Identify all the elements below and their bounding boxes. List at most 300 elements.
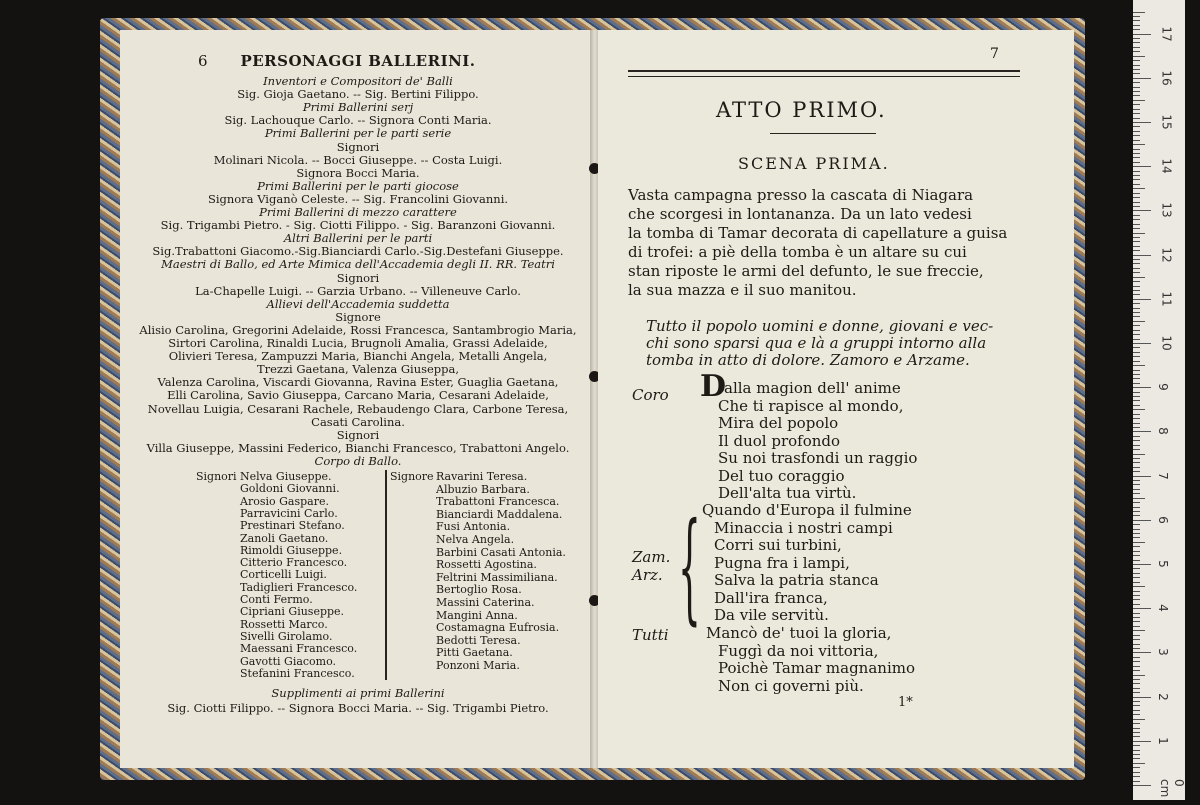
- dancer-name: Rossetti Marco.: [240, 617, 328, 631]
- cast-line: Sig. Gioja Gaetano. -- Sig. Bertini Filippo.: [237, 87, 479, 102]
- ruler-tick: [1133, 591, 1140, 592]
- ruler-tick: [1133, 387, 1151, 388]
- ruler-tick: [1133, 272, 1140, 273]
- ruler-tick: [1133, 537, 1140, 538]
- ruler-tick: [1133, 361, 1140, 362]
- ruler-tick: [1133, 471, 1140, 472]
- verse-line: Su noi trasfondi un raggio: [718, 449, 918, 467]
- page-title: PERSONAGGI BALLERINI.: [240, 52, 476, 70]
- ruler-tick: [1133, 568, 1140, 569]
- ruler-tick: [1133, 325, 1140, 326]
- ruler-tick: [1133, 175, 1140, 176]
- ruler-tick: [1133, 617, 1140, 618]
- ruler-tick: [1133, 577, 1140, 578]
- cast-line: Elli Carolina, Savio Giuseppa, Carcano Maria, Cesarani Adelaide,: [167, 388, 549, 403]
- cast-line: Sig.Trabattoni Giacomo.-Sig.Bianciardi Carlo.-Sig.Destefani Giuseppe.: [152, 244, 564, 259]
- ruler-tick: [1133, 255, 1151, 256]
- ruler-tick: [1133, 741, 1151, 742]
- ruler-tick: [1133, 688, 1140, 689]
- dancer-name: Conti Fermo.: [240, 593, 313, 606]
- ruler-tick: [1133, 82, 1140, 83]
- ruler-tick: [1133, 303, 1140, 304]
- ruler-tick: [1133, 418, 1140, 419]
- ruler-tick: [1133, 400, 1140, 401]
- act-title: ATTO PRIMO.: [716, 98, 887, 122]
- verse-line: Da vile servitù.: [714, 606, 829, 624]
- ruler-tick: [1133, 621, 1140, 622]
- ruler-tick: [1133, 533, 1140, 534]
- ruler-tick: [1133, 299, 1151, 300]
- verse-line: Dall'ira franca,: [714, 588, 828, 607]
- ruler-tick: [1133, 171, 1140, 172]
- ruler-tick: [1133, 582, 1140, 583]
- ruler-tick: [1133, 65, 1140, 66]
- ruler-tick: [1133, 20, 1140, 21]
- ruler-tick: [1133, 87, 1140, 88]
- cast-line: Casati Carolina.: [311, 414, 405, 429]
- ruler-tick: [1133, 498, 1145, 499]
- description-line: Vasta campagna presso la cascata di Niagara: [628, 186, 974, 204]
- top-rule: [628, 76, 1020, 77]
- ruler-tick: [1133, 502, 1140, 503]
- dancer-name: Feltrini Massimiliana.: [436, 570, 558, 584]
- ruler-tick: [1133, 339, 1140, 340]
- cast-line: Signori: [336, 270, 380, 285]
- ruler-tick: [1133, 648, 1140, 649]
- ruler-tick: [1133, 250, 1140, 251]
- ruler-tick: [1133, 109, 1140, 110]
- dancer-name: Prestinari Stefano.: [240, 519, 345, 533]
- dancer-name: Zanoli Gaetano.: [240, 531, 329, 545]
- ruler-label: 9: [1155, 383, 1170, 392]
- ruler-tick: [1133, 710, 1140, 711]
- verse-line: Fuggì da noi vittoria,: [718, 641, 879, 660]
- verse-line: Salva la patria stanca: [714, 571, 879, 589]
- ruler-tick: [1133, 356, 1140, 357]
- ruler-tick: [1133, 776, 1140, 777]
- cast-line: Allievi dell'Accademia suddetta: [266, 296, 450, 311]
- ruler-tick: [1133, 206, 1140, 207]
- ruler-tick: [1133, 458, 1140, 459]
- ruler-tick: [1133, 144, 1145, 145]
- corpo-left-header: Signori: [196, 470, 237, 483]
- cast-line: Altri Ballerini per le parti: [283, 231, 433, 246]
- ruler-tick: [1133, 113, 1140, 114]
- dancer-name: Maessani Francesco.: [240, 642, 358, 656]
- measuring-ruler: [1133, 0, 1185, 800]
- ruler-tick: [1133, 431, 1151, 432]
- dancer-name: Ponzoni Maria.: [436, 659, 520, 672]
- ruler-tick: [1133, 409, 1145, 410]
- ruler-tick: [1133, 719, 1145, 720]
- ruler-tick: [1133, 131, 1140, 132]
- description-line: di trofei: a piè della tomba è un altare su cui: [628, 243, 967, 261]
- description-line: che scorgesi in lontananza. Da un lato vedesi: [628, 205, 972, 223]
- ruler-tick: [1133, 635, 1140, 636]
- cast-line: Primi Ballerini serj: [302, 100, 414, 115]
- ruler-label: 11: [1159, 291, 1174, 307]
- cast-line: Sirtori Carolina, Rinaldi Lucia, Brugnoli Amalia, Grassi Adelaide,: [168, 336, 548, 350]
- ruler-tick: [1133, 246, 1140, 247]
- dancer-name: Sivelli Girolamo.: [240, 629, 333, 643]
- dancer-name: Rossetti Agostina.: [436, 558, 537, 572]
- ruler-tick: [1133, 683, 1140, 684]
- ruler-tick: [1133, 104, 1140, 105]
- ruler-tick: [1133, 12, 1145, 13]
- ruler-tick: [1133, 666, 1140, 667]
- supplementi-names: Sig. Ciotti Filippo. -- Signora Bocci Maria. -- Sig. Trigambi Pietro.: [167, 701, 549, 715]
- ruler-tick: [1133, 228, 1140, 229]
- dancer-name: Tadiglieri Francesco.: [240, 580, 358, 594]
- ruler-tick: [1133, 697, 1151, 698]
- ruler-tick: [1133, 405, 1140, 406]
- ruler-label: 2: [1155, 692, 1170, 701]
- cast-line: Signore: [335, 309, 381, 324]
- ruler-tick: [1133, 153, 1140, 154]
- ruler-tick: [1133, 507, 1140, 508]
- ruler-tick: [1133, 149, 1140, 150]
- ruler-label: 16: [1159, 70, 1174, 86]
- ruler-tick: [1133, 639, 1140, 640]
- verse-line: Pugna fra i lampi,: [714, 553, 850, 572]
- ruler-tick: [1133, 529, 1140, 530]
- ruler-tick: [1133, 334, 1140, 335]
- cast-line: Olivieri Teresa, Zampuzzi Maria, Bianchi Angela, Metalli Angela,: [168, 349, 548, 364]
- cast-line: Molinari Nicola. -- Bocci Giuseppe. -- Costa Luigi.: [213, 152, 503, 167]
- ruler-tick: [1133, 745, 1140, 746]
- ruler-tick: [1133, 312, 1140, 313]
- ruler-tick: [1133, 259, 1140, 260]
- ruler-tick: [1133, 705, 1140, 706]
- ruler-tick: [1133, 524, 1140, 525]
- speaker-arz: Arz.: [632, 566, 663, 584]
- ruler-tick: [1133, 294, 1140, 295]
- cast-line: Valenza Carolina, Viscardi Giovanna, Ravina Ester, Guaglia Gaetana,: [157, 375, 559, 390]
- ruler-tick: [1133, 515, 1140, 516]
- supplementi-title: Supplimenti ai primi Ballerini: [271, 686, 445, 700]
- ruler-tick: [1133, 781, 1140, 782]
- ruler-label: 14: [1159, 158, 1174, 174]
- ruler-tick: [1133, 316, 1140, 317]
- ruler-tick: [1133, 91, 1140, 92]
- ruler-tick: [1133, 42, 1140, 43]
- cast-line: Primi Ballerini per le parti serie: [264, 126, 452, 141]
- ruler-tick: [1133, 480, 1140, 481]
- dancer-name: Albuzio Barbara.: [436, 482, 530, 496]
- ruler-tick: [1133, 78, 1151, 79]
- ruler-tick: [1133, 392, 1140, 393]
- ruler-tick: [1133, 193, 1140, 194]
- ruler-label: 10: [1159, 335, 1174, 351]
- cast-line: Trezzi Gaetana, Valenza Giuseppa,: [256, 362, 460, 377]
- stage-direction-line: tomba in atto di dolore. Zamoro e Arzame.: [646, 351, 970, 369]
- verse-line: alla magion dell' anime: [724, 379, 901, 397]
- ruler-label: 7: [1155, 471, 1170, 480]
- ruler-tick: [1133, 511, 1140, 512]
- dancer-name: Nelva Angela.: [436, 533, 515, 546]
- ruler-tick: [1133, 542, 1145, 543]
- dancer-name: Pitti Gaetana.: [436, 646, 513, 660]
- verse-line: Corri sui turbini,: [714, 536, 842, 554]
- ruler-tick: [1133, 436, 1140, 437]
- ruler-tick: [1133, 675, 1145, 676]
- ruler-tick: [1133, 758, 1140, 759]
- ruler-tick: [1133, 476, 1151, 477]
- ruler-tick: [1133, 736, 1140, 737]
- brace-mark: {: [678, 498, 701, 637]
- ruler-tick: [1133, 440, 1140, 441]
- signature-mark: 1*: [898, 695, 913, 710]
- ruler-tick: [1133, 564, 1151, 565]
- ruler-tick: [1133, 728, 1140, 729]
- drop-cap: D: [700, 369, 727, 404]
- dancer-name: Bianciardi Maddalena.: [436, 507, 563, 521]
- cast-line: Signora Bocci Maria.: [296, 165, 420, 180]
- ruler-label: 1: [1155, 736, 1170, 745]
- ruler-tick: [1133, 308, 1140, 309]
- ruler-tick: [1133, 493, 1140, 494]
- dancer-name: Arosio Gaspare.: [240, 494, 329, 508]
- ruler-tick: [1133, 343, 1151, 344]
- ruler-tick: [1133, 462, 1140, 463]
- ruler-tick: [1133, 723, 1140, 724]
- ruler-tick: [1133, 95, 1140, 96]
- ruler-tick: [1133, 608, 1151, 609]
- ruler-tick: [1133, 520, 1151, 521]
- ruler-tick: [1133, 626, 1140, 627]
- dancer-name: Bertoglio Rosa.: [436, 583, 522, 597]
- description-line: la sua mazza e il suo manitou.: [628, 281, 857, 299]
- ruler-tick: [1133, 613, 1140, 614]
- dancer-name: Parravicini Carlo.: [240, 506, 338, 520]
- ruler-tick: [1133, 268, 1140, 269]
- ruler-tick: [1133, 126, 1140, 127]
- right-page: [598, 30, 1074, 768]
- dancer-name: Stefanini Francesco.: [240, 666, 355, 680]
- ruler-label: 17: [1159, 25, 1174, 42]
- ruler-tick: [1133, 785, 1151, 786]
- ruler-tick: [1133, 714, 1140, 715]
- ruler-tick: [1133, 484, 1140, 485]
- ruler-tick: [1133, 732, 1140, 733]
- verse-line: Dell'alta tua virtù.: [718, 484, 857, 502]
- ruler-tick: [1133, 374, 1140, 375]
- ruler-tick: [1133, 202, 1140, 203]
- verse-line: Non ci governi più.: [718, 676, 864, 695]
- cast-line: Sig. Trigambi Pietro. - Sig. Ciotti Filippo. - Sig. Baranzoni Giovanni.: [160, 218, 556, 233]
- dancer-name: Cipriani Giuseppe.: [240, 605, 345, 619]
- ruler-tick: [1133, 604, 1140, 605]
- ruler-tick: [1133, 754, 1140, 755]
- left-page: [120, 30, 596, 768]
- ruler-tick: [1133, 286, 1140, 287]
- ruler-tick: [1133, 595, 1140, 596]
- ruler-tick: [1133, 414, 1140, 415]
- ruler-tick: [1133, 750, 1140, 751]
- ruler-tick: [1133, 210, 1151, 211]
- ruler-tick: [1133, 347, 1140, 348]
- corpo-right-header: Signore: [390, 470, 434, 483]
- ruler-tick: [1133, 263, 1140, 264]
- verse-line: Poichè Tamar magnanimo: [718, 659, 915, 677]
- cast-line: Alisio Carolina, Gregorini Adelaide, Rossi Francesca, Santambrogio Maria,: [139, 322, 577, 337]
- dancer-name: Gavotti Giacomo.: [240, 654, 337, 668]
- dancer-name: Barbini Casati Antonia.: [436, 545, 566, 559]
- ruler-tick: [1133, 29, 1140, 30]
- ruler-tick: [1133, 241, 1140, 242]
- ruler-tick: [1133, 763, 1145, 764]
- ruler-tick: [1133, 135, 1140, 136]
- verse-line: Mancò de' tuoi la gloria,: [706, 624, 892, 642]
- ruler-tick: [1133, 370, 1140, 371]
- dancer-name: Nelva Giuseppe.: [240, 470, 332, 483]
- ruler-tick: [1133, 423, 1140, 424]
- ruler-tick: [1133, 162, 1140, 163]
- ruler-tick: [1133, 179, 1140, 180]
- ruler-tick: [1133, 378, 1140, 379]
- ruler-tick: [1133, 454, 1145, 455]
- ruler-tick: [1133, 73, 1140, 74]
- verse-line: Che ti rapisce al mondo,: [718, 396, 904, 415]
- ruler-tick: [1133, 767, 1140, 768]
- ruler-tick: [1133, 396, 1140, 397]
- ruler-tick: [1133, 122, 1151, 123]
- ruler-tick: [1133, 661, 1140, 662]
- ruler-tick: [1133, 586, 1145, 587]
- ruler-tick: [1133, 184, 1140, 185]
- stage-direction-line: Tutto il popolo uomini e donne, giovani e vec-: [646, 317, 994, 335]
- cast-line: Signora Viganò Celeste. -- Sig. Francolini Giovanni.: [207, 191, 509, 206]
- ruler-tick: [1133, 449, 1140, 450]
- speaker-zam: Zam.: [632, 548, 671, 566]
- cast-line: Primi Ballerini di mezzo carattere: [259, 205, 457, 219]
- dancer-name: Costamagna Eufrosia.: [436, 621, 560, 635]
- ruler-tick: [1133, 445, 1140, 446]
- verse-line: Il duol profondo: [718, 431, 841, 450]
- ruler-tick: [1133, 237, 1140, 238]
- ruler-tick: [1133, 140, 1140, 141]
- ruler-tick: [1133, 60, 1140, 61]
- dancer-name: Mangini Anna.: [436, 608, 518, 622]
- verse-line: Del tuo coraggio: [718, 466, 845, 485]
- ruler-tick: [1133, 352, 1140, 353]
- verse-line: Mira del popolo: [718, 414, 839, 432]
- ruler-tick: [1133, 34, 1151, 35]
- ruler-tick: [1133, 100, 1145, 101]
- ruler-tick: [1133, 599, 1140, 600]
- dancer-name: Ravarini Teresa.: [436, 470, 528, 483]
- ruler-tick: [1133, 157, 1140, 158]
- dancer-name: Corticelli Luigi.: [240, 568, 327, 582]
- dancer-name: Rimoldi Giuseppe.: [240, 543, 343, 557]
- ruler-tick: [1133, 281, 1140, 282]
- description-line: la tomba di Tamar decorata di capellature a guisa: [628, 224, 1008, 242]
- ruler-tick: [1133, 330, 1140, 331]
- speaker-tutti: Tutti: [632, 626, 669, 644]
- ruler-tick: [1133, 25, 1140, 26]
- ruler-label: 8: [1155, 427, 1170, 436]
- cast-line: Maestri di Ballo, ed Arte Mimica dell'Accademia degli II. RR. Teatri: [161, 257, 555, 272]
- page-number: 6: [198, 52, 208, 70]
- verse-line: Quando d'Europa il fulmine: [702, 501, 912, 519]
- ruler-tick: [1133, 51, 1140, 52]
- cast-line: Inventori e Compositori de' Balli: [263, 74, 453, 88]
- dancer-name: Trabattoni Francesca.: [436, 495, 560, 509]
- ruler-label: 4: [1155, 604, 1170, 613]
- cast-line: Primi Ballerini per le parti giocose: [257, 178, 459, 193]
- dancer-name: Fusi Antonia.: [436, 520, 511, 534]
- ruler-tick: [1133, 383, 1140, 384]
- ruler-tick: [1133, 233, 1145, 234]
- stage-direction-line: chi sono sparsi qua e là a gruppi intorno alla: [646, 334, 987, 352]
- cast-line: La-Chapelle Luigi. -- Garzia Urbano. -- Villeneuve Carlo.: [195, 283, 521, 298]
- ruler-tick: [1133, 630, 1145, 631]
- ruler-tick: [1133, 555, 1140, 556]
- ruler-tick: [1133, 427, 1140, 428]
- ruler-tick: [1133, 197, 1140, 198]
- ruler-tick: [1133, 38, 1140, 39]
- ruler-label: 5: [1155, 560, 1170, 568]
- ruler-tick: [1133, 657, 1140, 658]
- ruler-tick: [1133, 224, 1140, 225]
- ruler-tick: [1133, 644, 1140, 645]
- ruler-tick: [1133, 219, 1140, 220]
- cast-line: Corpo di Ballo.: [314, 453, 402, 468]
- ruler-tick: [1133, 290, 1140, 291]
- cast-line: Sig. Lachouque Carlo. -- Signora Conti Maria.: [224, 113, 492, 128]
- act-underline: [770, 133, 876, 134]
- page-number: 7: [990, 46, 999, 62]
- ruler-label: 15: [1159, 114, 1174, 130]
- ruler-tick: [1133, 560, 1140, 561]
- ruler-tick: [1133, 573, 1140, 574]
- ruler-tick: [1133, 365, 1145, 366]
- dancer-name: Citterio Francesco.: [240, 556, 348, 570]
- top-rule: [628, 70, 1020, 72]
- ruler-tick: [1133, 215, 1140, 216]
- ruler-label: 0 cm: [1158, 779, 1186, 798]
- cast-line: Signori: [336, 139, 380, 154]
- dancer-name: Massini Caterina.: [436, 596, 535, 609]
- ruler-tick: [1133, 16, 1140, 17]
- ruler-label: 12: [1159, 246, 1174, 263]
- cast-line: Novellau Luigia, Cesarani Rachele, Rebaudengo Clara, Carbone Teresa,: [147, 401, 569, 416]
- ruler-tick: [1133, 701, 1140, 702]
- ruler-tick: [1133, 47, 1140, 48]
- ruler-tick: [1133, 467, 1140, 468]
- ruler-tick: [1133, 489, 1140, 490]
- ruler-tick: [1133, 772, 1140, 773]
- verse-line: Minaccia i nostri campi: [714, 518, 893, 537]
- ruler-tick: [1133, 69, 1140, 70]
- ruler-tick: [1133, 670, 1140, 671]
- ruler-tick: [1133, 679, 1140, 680]
- ruler-label: 13: [1159, 202, 1174, 219]
- scene-title: SCENA PRIMA.: [738, 154, 890, 173]
- ruler-label: 6: [1155, 515, 1170, 524]
- ruler-tick: [1133, 652, 1151, 653]
- dancer-name: Bedotti Teresa.: [436, 633, 521, 647]
- cast-line: Signori: [336, 427, 380, 442]
- ruler-tick: [1133, 188, 1145, 189]
- ruler-tick: [1133, 277, 1145, 278]
- ruler-tick: [1133, 546, 1140, 547]
- ruler-tick: [1133, 118, 1140, 119]
- speaker-coro: Coro: [632, 386, 669, 404]
- ruler-tick: [1133, 56, 1145, 57]
- column-divider: [385, 470, 387, 680]
- description-line: stan riposte le armi del defunto, le sue freccie,: [628, 262, 984, 280]
